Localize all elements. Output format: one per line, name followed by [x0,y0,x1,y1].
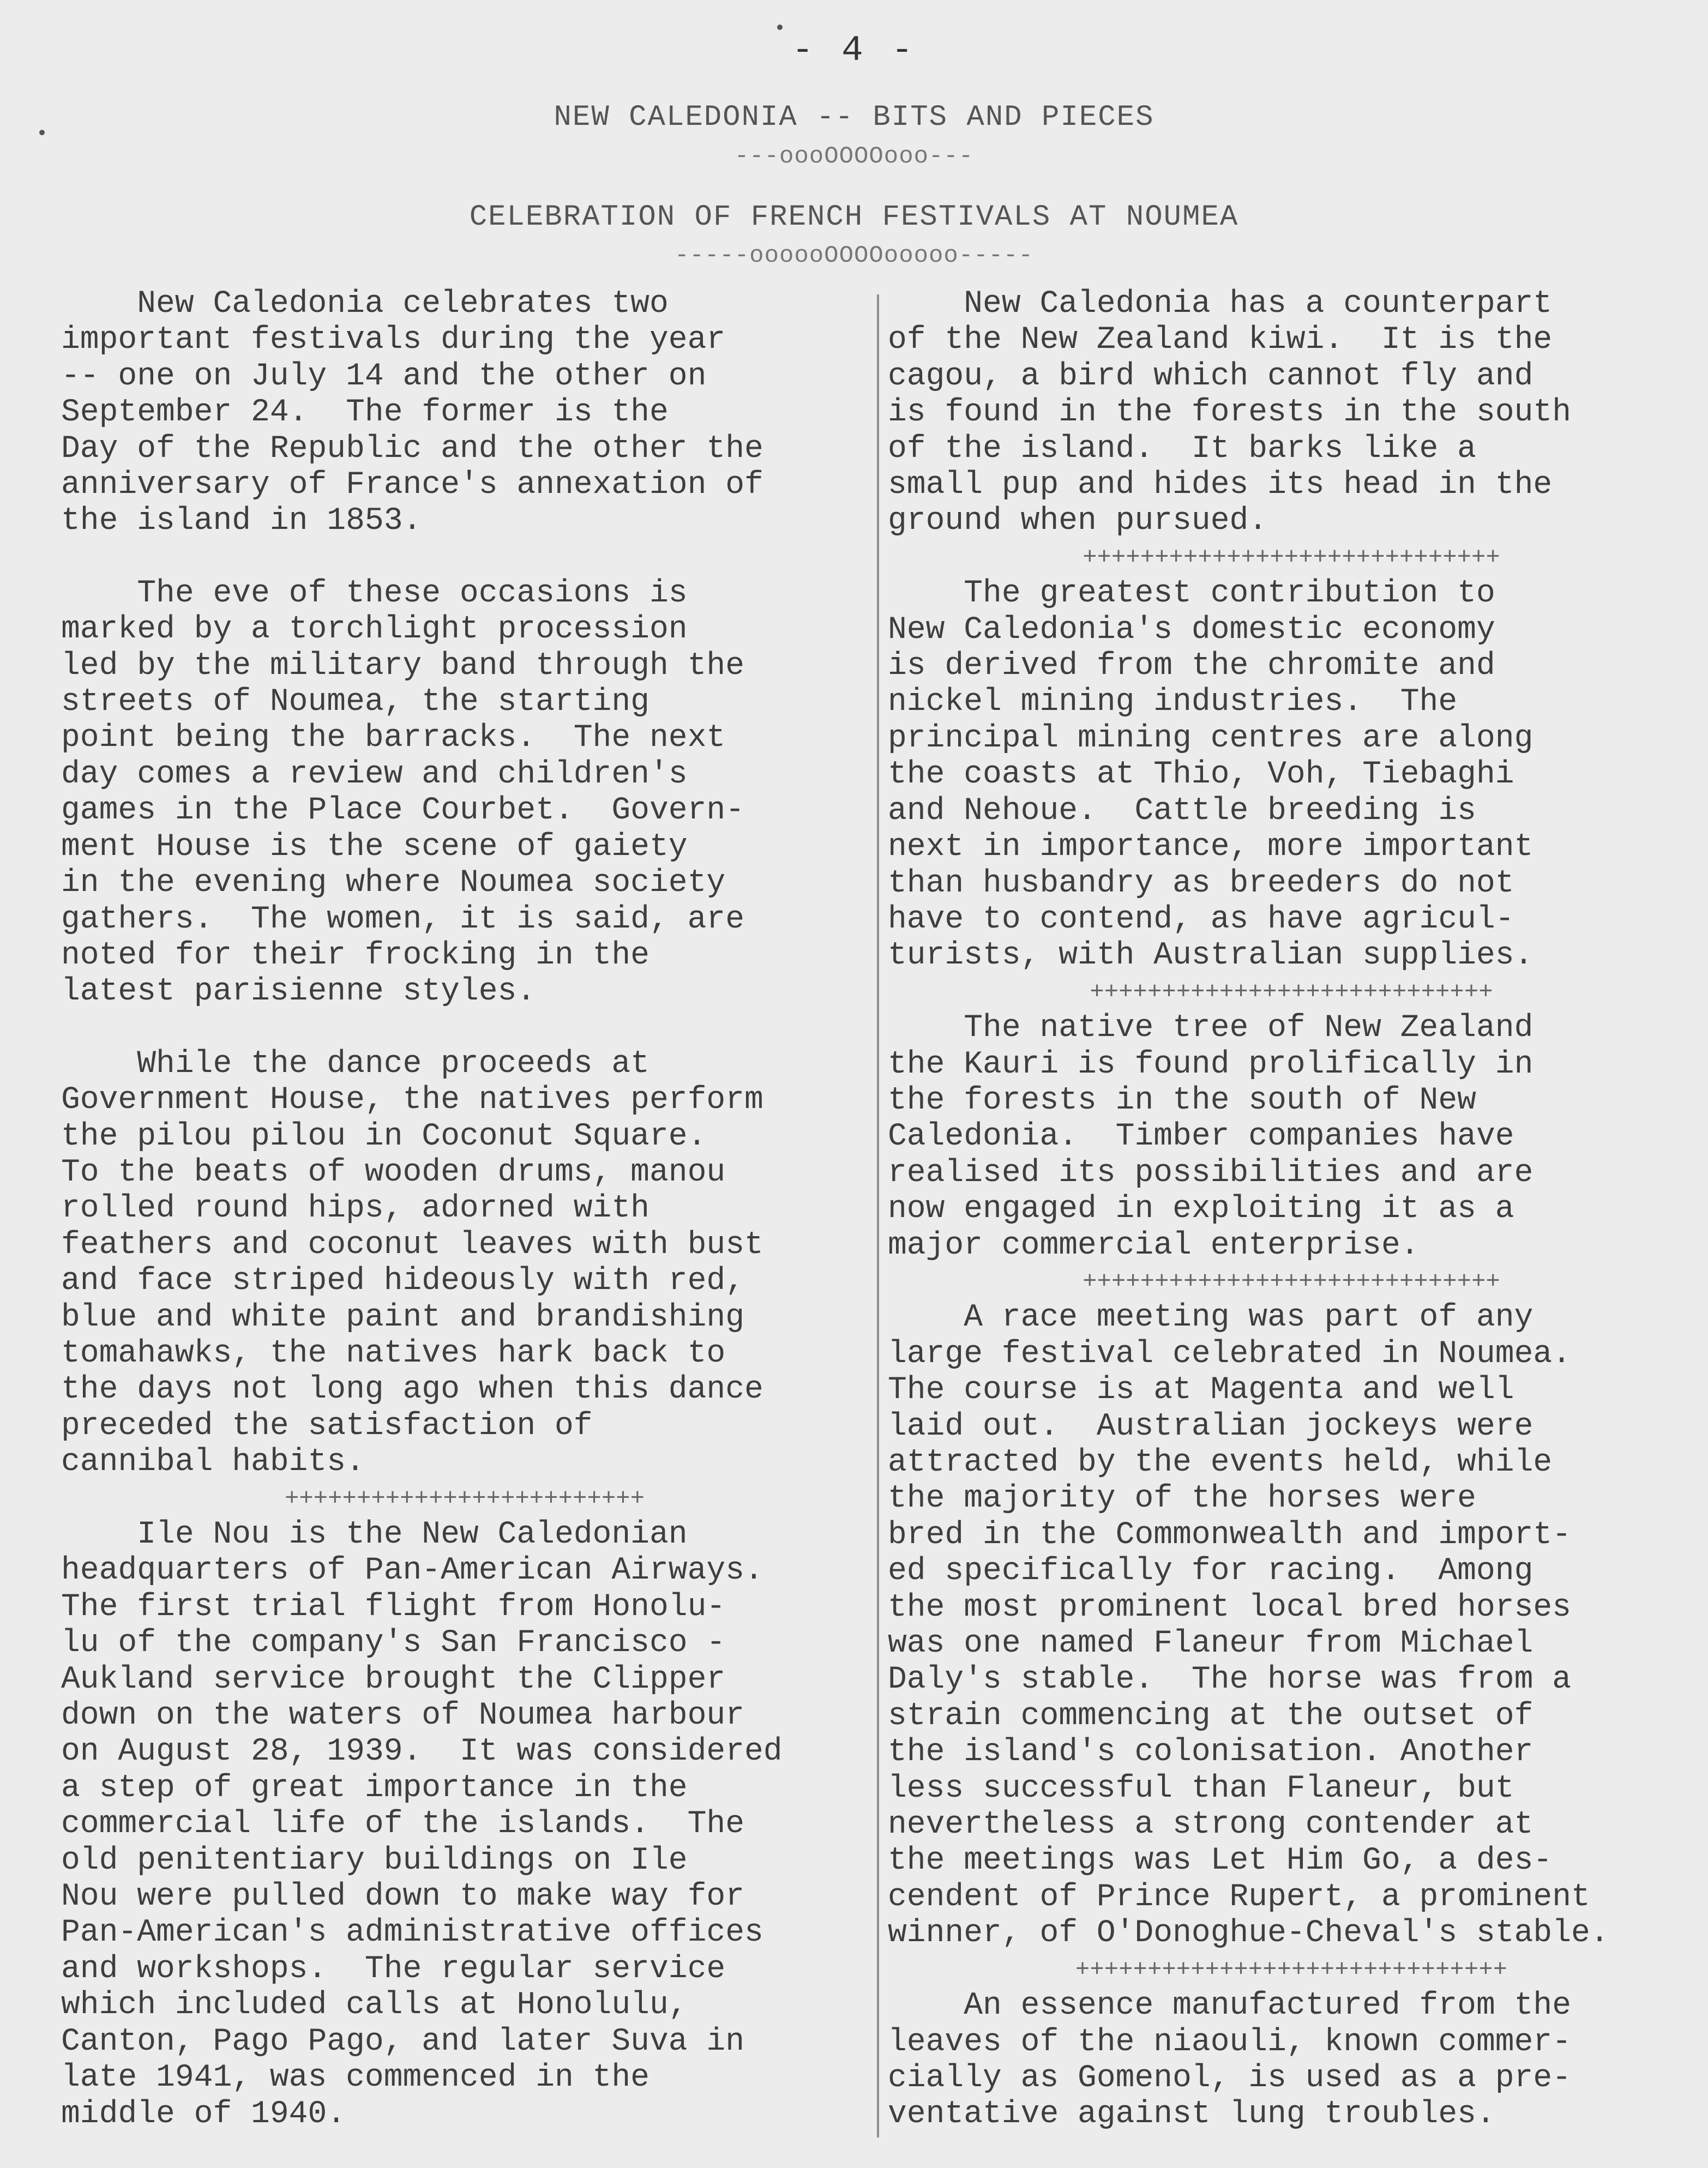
text-line: Ile Nou is the New Caledonian [61,1517,688,1552]
separator-line: ++++++++++++++++++++++++++++ [1090,978,1493,1006]
text-line: and Nehoue. Cattle breeding is [888,793,1476,829]
text-line: Caledonia. Timber companies have [888,1119,1514,1155]
text-line: cendent of Prince Rupert, a prominent [888,1879,1590,1915]
ink-speck [777,25,783,30]
separator-line: +++++++++++++++++++++++++ [284,1485,645,1513]
article-title: CELEBRATION OF FRENCH FESTIVALS AT NOUMEA [469,201,1239,234]
page-number: - 4 - [791,30,917,71]
text-line: the coasts at Thio, Voh, Tiebaghi [888,757,1514,793]
text-line: The native tree of New Zealand [888,1010,1533,1046]
text-line: of the New Zealand kiwi. It is the [888,322,1553,358]
text-line: ed specifically for racing. Among [888,1553,1533,1589]
paragraph-cagou [888,286,1695,540]
text-line: in the evening where Noumea society [61,865,726,901]
text-line: preceded the satisfaction of [61,1408,593,1444]
text-line: To the beats of wooden drums, manou [61,1154,726,1190]
paragraph-ile-nou [61,1517,868,2133]
text-line: principal mining centres are along [888,720,1533,756]
text-line: which included calls at Honolulu, [61,1988,688,2024]
text-line: September 24. The former is the [61,395,669,431]
text-line: than husbandry as breeders do not [888,865,1514,901]
text-line: realised its possibilities and are [888,1155,1533,1191]
text-line: noted for their frocking in the [61,937,649,973]
text-line: a step of great importance in the [61,1770,688,1806]
text-line: middle of 1940. [61,2096,346,2132]
text-line: ventative against lung troubles. [888,2097,1495,2133]
text-line: day comes a review and children's [61,756,688,792]
text-line: nickel mining industries. The [888,684,1458,720]
text-line: the days not long ago when this dance [61,1372,763,1408]
paragraph-mining [888,576,1695,974]
text-line: is found in the forests in the south [888,395,1572,431]
separator-line: ++++++++++++++++++++++++++++++ [1075,1956,1508,1984]
text-line: less successful than Flaneur, but [888,1770,1514,1806]
text-line: the pilou pilou in Coconut Square. [61,1118,707,1154]
text-line: rolled round hips, adorned with [61,1191,649,1227]
text-line: down on the waters of Noumea harbour [61,1698,745,1734]
text-line: laid out. Australian jockeys were [888,1408,1533,1444]
text-line: attracted by the events held, while [888,1445,1553,1480]
text-line: -- one on July 14 and the other on [61,358,707,394]
column-divider [877,294,879,2137]
text-line: large festival celebrated in Noumea. [888,1336,1572,1372]
text-line: marked by a torchlight procession [61,612,688,648]
section-title: NEW CALEDONIA -- BITS AND PIECES [554,101,1154,134]
paragraph-niaouli [888,1988,1695,2133]
text-line: commercial life of the islands. The [61,1806,745,1842]
text-line: tomahawks, the natives hark back to [61,1335,726,1371]
text-line: now engaged in exploiting it as a [888,1191,1514,1227]
text-line: strain commencing at the outset of [888,1698,1533,1734]
paragraph-race-meeting [888,1300,1695,1952]
text-line: leaves of the niaouli, known commer- [888,2024,1572,2060]
text-line: Government House, the natives perform [61,1082,763,1118]
text-line: streets of Noumea, the starting [61,684,649,720]
text-line: the island's colonisation. Another [888,1735,1533,1770]
text-line: New Caledonia celebrates two [61,286,669,322]
text-line: gathers. The women, it is said, are [61,901,745,937]
text-line: New Caledonia has a counterpart [888,286,1553,322]
text-line: the forests in the south of New [888,1082,1476,1118]
separator-line: +++++++++++++++++++++++++++++ [1082,544,1500,571]
paragraph-festivals [61,286,868,540]
text-line: The eve of these occasions is [61,575,688,611]
text-line: feathers and coconut leaves with bust [61,1227,763,1263]
paragraph-pilou-dance [61,1046,868,1481]
text-line: An essence manufactured from the [888,1988,1572,2024]
text-line: A race meeting was part of any [888,1300,1533,1336]
text-line: and workshops. The regular service [61,1951,726,1987]
text-line: small pup and hides its head in the [888,467,1553,503]
text-line: the island in 1853. [61,503,422,539]
text-line: on August 28, 1939. It was considered [61,1734,783,1770]
text-line: next in importance, more important [888,829,1533,865]
article-ornament: -----oooooOOOOooooo----- [675,242,1033,269]
text-line: latest parisienne styles. [61,974,536,1010]
text-line: lu of the company's San Francisco - [61,1625,726,1661]
text-line: the Kauri is found prolifically in [888,1046,1533,1082]
text-line: and face striped hideously with red, [61,1263,745,1299]
text-line: is derived from the chromite and [888,648,1495,684]
left-column [61,286,868,2133]
text-line: important festivals during the year [61,322,726,358]
text-line: cannibal habits. [61,1444,365,1480]
text-line: the majority of the horses were [888,1481,1476,1517]
right-column [888,286,1695,2133]
text-line: winner, of O'Donoghue-Cheval's stable. [888,1916,1609,1952]
text-line: Aukland service brought the Clipper [61,1661,726,1697]
paragraph-torchlight [61,576,868,1010]
text-line: Canton, Pago Pago, and later Suva in [61,2024,745,2059]
text-line: cially as Gomenol, is used as a pre- [888,2060,1572,2096]
text-line: New Caledonia's domestic economy [888,612,1495,648]
text-line: headquarters of Pan-American Airways. [61,1553,763,1589]
text-line: led by the military band through the [61,648,745,684]
text-line: anniversary of France's annexation of [61,467,763,503]
text-line: ment House is the scene of gaiety [61,829,688,865]
text-line: have to contend, as have agricul- [888,901,1514,937]
text-line: point being the barracks. The next [61,720,726,756]
text-line: bred in the Commonwealth and import- [888,1517,1572,1553]
text-line: blue and white paint and brandishing [61,1299,745,1335]
text-line: nevertheless a strong contender at [888,1807,1533,1843]
text-line: cagou, a bird which cannot fly and [888,358,1533,394]
text-line: Daly's stable. The horse was from a [888,1662,1572,1698]
text-line: ground when pursued. [888,503,1268,539]
text-line: of the island. It barks like a [888,431,1476,467]
text-line: old penitentiary buildings on Ile [61,1842,688,1878]
text-line: major commercial enterprise. [888,1227,1420,1263]
text-line: The greatest contribution to [888,576,1495,612]
text-line: turists, with Australian supplies. [888,938,1533,974]
text-line: Nou were pulled down to make way for [61,1879,745,1915]
separator-line: +++++++++++++++++++++++++++++ [1082,1268,1500,1296]
text-line: Day of the Republic and the other the [61,431,763,467]
text-line: The course is at Magenta and well [888,1372,1514,1408]
text-line: was one named Flaneur from Michael [888,1626,1533,1662]
text-line: While the dance proceeds at [61,1046,649,1082]
text-line: the meetings was Let Him Go, a des- [888,1843,1553,1879]
text-line: games in the Place Courbet. Govern- [61,793,745,829]
section-ornament: ---oooOOOOooo--- [734,143,974,170]
text-line: the most prominent local bred horses [888,1589,1572,1625]
text-line: Pan-American's administrative offices [61,1915,763,1951]
text-line: late 1941, was commenced in the [61,2060,649,2096]
text-line: The first trial flight from Honolu- [61,1589,726,1625]
paragraph-kauri [888,1010,1695,1264]
